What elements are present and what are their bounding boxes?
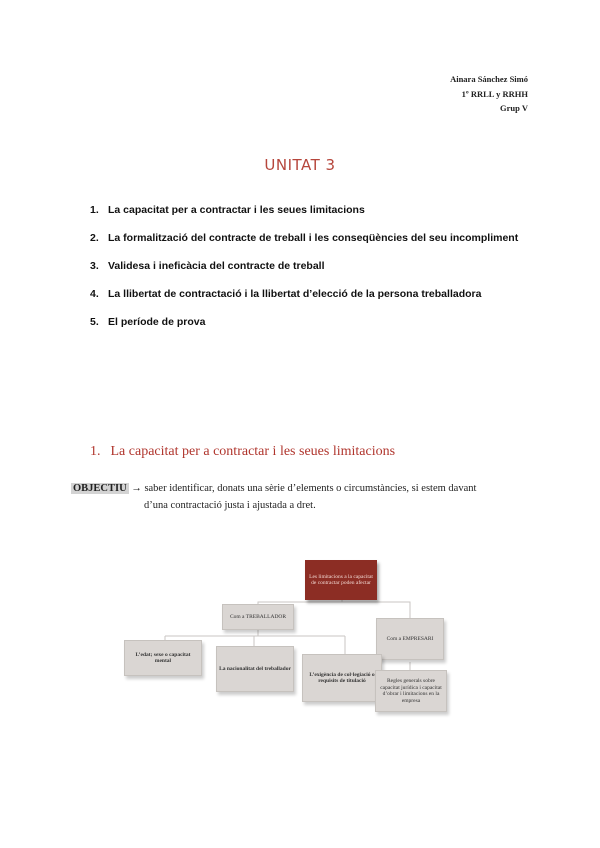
diagram-leaf-nationality: La nacionalitat del treballador <box>216 646 294 692</box>
author-name: Ainara Sánchez Simó <box>450 74 528 84</box>
section-title: La capacitat per a contractar i les seues limitacions <box>110 444 396 459</box>
toc-item-number: 5. <box>90 316 99 328</box>
toc-item-number: 3. <box>90 260 99 272</box>
author-course: 1º RRLL y RRHH <box>461 88 528 99</box>
connector-line <box>342 602 410 618</box>
diagram-node-worker: Com a TREBALLADOR <box>222 604 294 630</box>
toc-item-number: 4. <box>90 288 99 300</box>
toc-item-text: La formalització del contracte de treball i les conseqüències del seu incompliment <box>108 232 519 244</box>
toc-item-text: La llibertat de contractació i la llibertat d’elecció de la persona treballadora <box>108 288 482 300</box>
objective-paragraph <box>71 480 531 514</box>
toc-item-text: El període de prova <box>108 316 206 328</box>
unit-title: UNITAT 3 <box>264 156 336 174</box>
table-of-contents <box>90 203 530 343</box>
diagram-leaf-age: L’edat; sexe o capacitat mental <box>124 640 202 676</box>
diagram-node-employer: Com a EMPRESARI <box>376 618 444 660</box>
objective-text-continued: d’una contractació justa i ajustada a dret. <box>144 500 316 511</box>
toc-item <box>90 203 530 217</box>
section-heading <box>90 444 395 460</box>
toc-item-number: 1. <box>90 204 99 216</box>
diagram-root-node: Les limitacions a la capacitat de contractar poden afectar <box>305 560 377 600</box>
objective-text: saber identificar, donats una sèrie d’elements o circumstàncies, si estem davant <box>144 483 477 494</box>
toc-item-text: Validesa i ineficàcia del contracte de treball <box>108 260 325 272</box>
arrow-icon: → <box>131 483 142 494</box>
toc-item <box>90 315 530 329</box>
connector-line <box>258 598 342 605</box>
diagram-leaf-capacity: Regles generals sobre capacitat jurídica i capacitat d’obrar i limitacions en la empresa <box>375 670 447 712</box>
objective-label: OBJECTIU <box>73 483 127 494</box>
author-group: Grup V <box>500 103 528 113</box>
toc-item <box>90 287 530 301</box>
toc-item <box>90 259 530 273</box>
toc-item-text: La capacitat per a contractar i les seues limitacions <box>108 204 365 216</box>
toc-item-number: 2. <box>90 232 99 244</box>
author-header <box>450 72 528 116</box>
toc-item <box>90 231 530 245</box>
diagram-leaf-qualification: L’exigència de col·legiació o requisits de titulació <box>302 654 382 702</box>
section-number: 1. <box>90 444 101 459</box>
